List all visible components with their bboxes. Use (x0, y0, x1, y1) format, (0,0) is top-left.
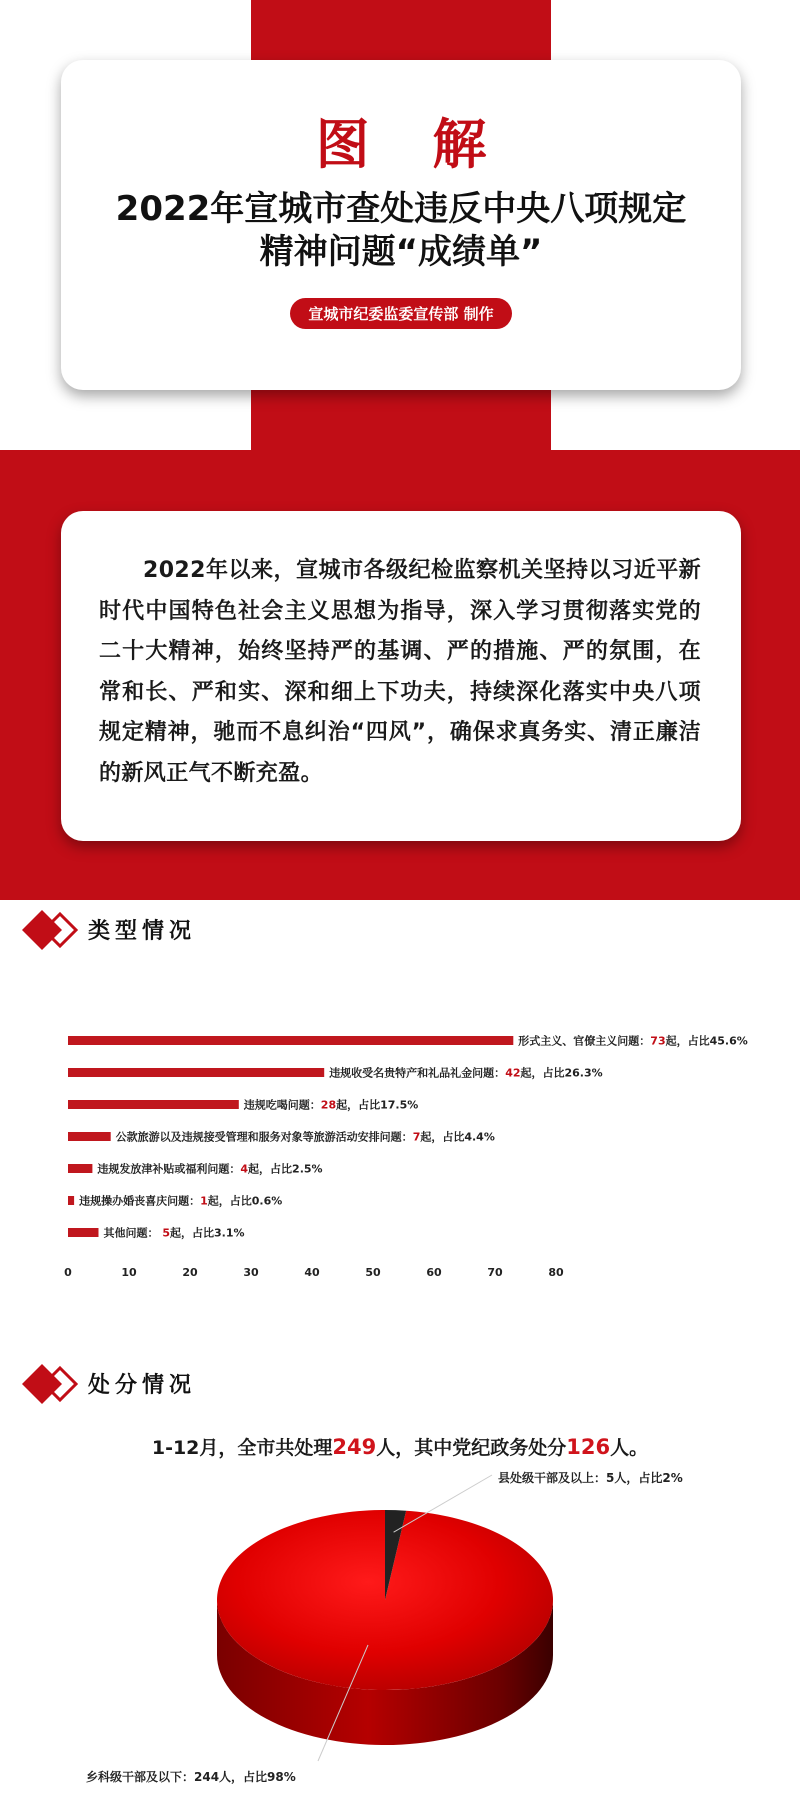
summary-text-1: 1-12月，全市共处理 (151, 1437, 333, 1459)
x-tick-6: 60 (426, 1266, 442, 1279)
penalty-summary (0, 1433, 800, 1460)
bar-1 (68, 1068, 324, 1077)
pie-label-main: 乡科级干部及以下：244人，占比98% (86, 1770, 296, 1784)
bar-6 (68, 1228, 99, 1237)
bar-label-3: 公款旅游以及违规接受管理和服务对象等旅游活动安排问题：7起，占比4.4% (115, 1130, 495, 1144)
bar-label-0: 形式主义、官僚主义问题：73起，占比45.6% (518, 1034, 748, 1048)
bar-2 (68, 1100, 239, 1109)
bar-3 (68, 1132, 111, 1141)
bar-0 (68, 1036, 513, 1045)
violation-type-bar-chart (0, 1020, 800, 1290)
intro-card (61, 511, 741, 841)
bar-5 (68, 1196, 74, 1205)
bar-label-1: 违规收受名贵特产和礼品礼金问题：42起，占比26.3% (329, 1066, 603, 1080)
x-tick-4: 40 (304, 1266, 320, 1279)
x-tick-5: 50 (365, 1266, 381, 1279)
producer-badge: 宣城市纪委监委宣传部 制作 (290, 298, 511, 329)
title-kicker: 图 解 (315, 113, 509, 176)
summary-text-2: 人，其中党纪政务处分 (376, 1437, 567, 1459)
bar-label-2: 违规吃喝问题：28起，占比17.5% (243, 1098, 419, 1112)
x-tick-3: 30 (243, 1266, 259, 1279)
page-title-line2: 精神问题“成绩单” (259, 232, 543, 272)
bar-4 (68, 1164, 92, 1173)
summary-text-3: 人。 (610, 1437, 649, 1459)
title-card (61, 60, 741, 390)
penalty-level-pie-chart (0, 1465, 800, 1800)
bar-label-6: 其他问题： 5起，占比3.1% (103, 1226, 245, 1240)
section-title-types: 类型情况 (88, 919, 197, 944)
diamond-icon (22, 908, 84, 952)
summary-total: 249 (332, 1435, 377, 1459)
x-tick-8: 80 (548, 1266, 564, 1279)
x-tick-1: 10 (121, 1266, 137, 1279)
summary-disciplined: 126 (566, 1435, 611, 1459)
page-title: 2022年宣城市查处违反中央八项规定 (115, 189, 687, 229)
intro-text: 2022年以来，宣城市各级纪检监察机关坚持以习近平新时代中国特色社会主义思想为指导，深入学习贯彻落实党的二十大精神，始终坚持严的基调、严的措施、严的氛围，在常和长、严和实、深和细上下功夫，持续深化落实中央八项规定精神，驰而不息纠治“四风”，确保求真务实、清正廉洁的新风正气不断充盈。 (99, 558, 701, 786)
x-tick-2: 20 (182, 1266, 198, 1279)
section-title-penalties: 处分情况 (88, 1373, 197, 1398)
x-tick-7: 70 (487, 1266, 503, 1279)
bar-label-4: 违规发放津补贴或福利问题：4起，占比2.5% (97, 1162, 323, 1176)
pie-label-small: 县处级干部及以上：5人，占比2% (498, 1471, 683, 1485)
bar-label-5: 违规操办婚丧喜庆问题：1起，占比0.6% (79, 1194, 283, 1208)
x-tick-0: 0 (64, 1266, 72, 1279)
diamond-icon (22, 1362, 84, 1406)
